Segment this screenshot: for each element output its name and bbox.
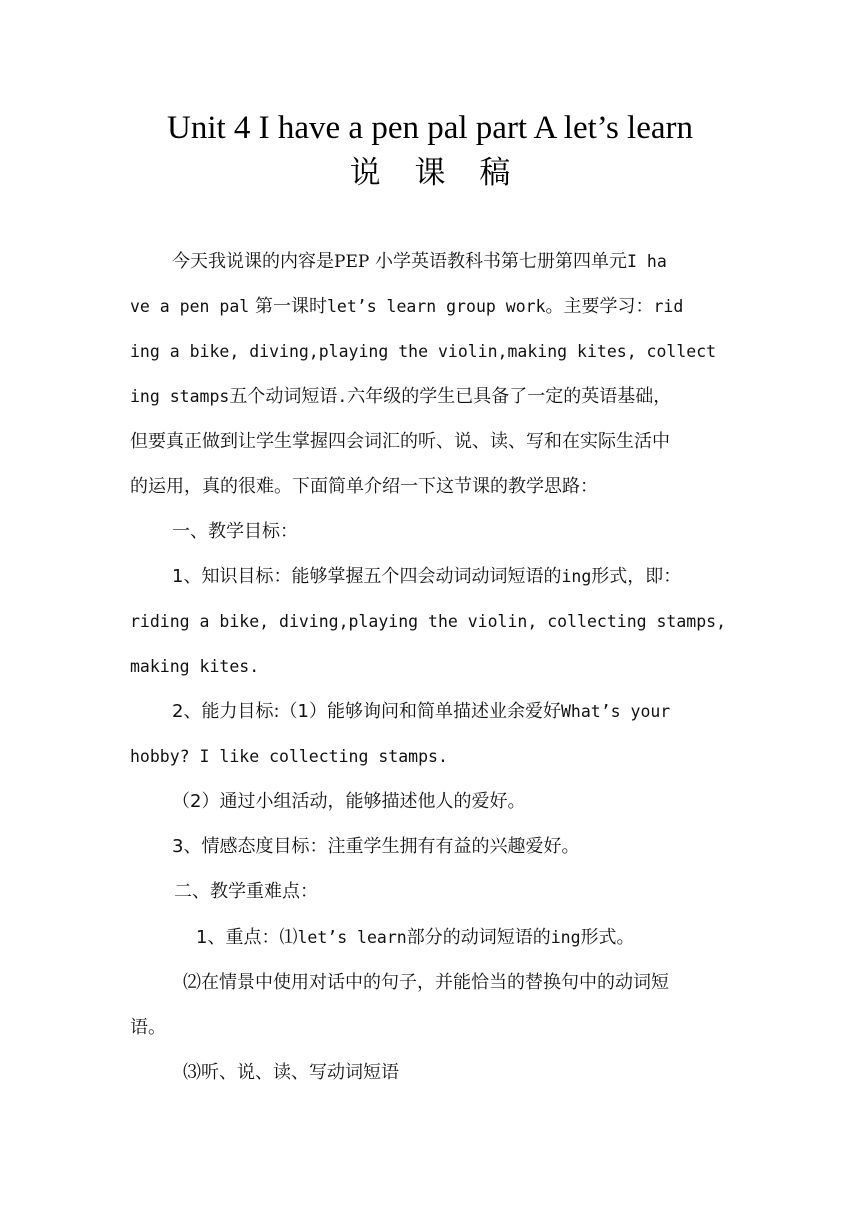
paragraph-line bbox=[196, 922, 635, 954]
text-span: let’s learn bbox=[297, 928, 407, 947]
paragraph-line: making kites. bbox=[130, 657, 260, 676]
text-span: 五个动词短语 bbox=[229, 386, 338, 407]
paragraph-line: ⑵在情景中使用对话中的句子，并能恰当的替换句中的动词短 bbox=[183, 972, 669, 993]
paragraph-line bbox=[172, 696, 670, 728]
text-span: ing bbox=[561, 567, 592, 586]
paragraph-line: 语。 bbox=[130, 1017, 166, 1038]
paragraph-line bbox=[130, 291, 683, 323]
text-span: PEP bbox=[334, 252, 370, 272]
text-span: 今天我说课的内容是 bbox=[172, 251, 334, 272]
paragraph-line: 3、情感态度目标：注重学生拥有有益的兴趣爱好。 bbox=[172, 836, 580, 857]
paragraph-line: hobby? I like collecting stamps. bbox=[130, 747, 448, 766]
paragraph-line: 但要真正做到让学生掌握四会词汇的听、说、读、写和在实际生活中 bbox=[130, 431, 670, 452]
text-span: 形式，即： bbox=[591, 566, 682, 587]
paragraph-line: riding a bike, diving,playing the violin, collecting stamps, bbox=[130, 612, 727, 631]
document-title-english: Unit 4 I have a pen pal part A let’s learn bbox=[166, 110, 693, 146]
text-span: let’s learn group work bbox=[326, 297, 546, 316]
paragraph-line: ⑶听、说、读、写动词短语 bbox=[183, 1062, 399, 1083]
text-span: ing bbox=[550, 928, 581, 947]
text-span: ing stamps bbox=[130, 387, 230, 406]
document-title-chinese: 说 课 稿 bbox=[349, 155, 523, 191]
text-span: 小学英语教科书第七册第四单元 bbox=[369, 251, 628, 272]
paragraph-line bbox=[172, 561, 681, 593]
section-heading: 二、教学重难点： bbox=[174, 881, 318, 902]
text-span: 六年级的学生已具备了一定的英语基础， bbox=[347, 386, 672, 407]
paragraph-line: （2）通过小组活动，能够描述他人的爱好。 bbox=[172, 791, 526, 812]
paragraph-line bbox=[172, 246, 667, 278]
text-span: 1、知识目标：能够掌握五个四会动词动词短语的 bbox=[172, 566, 562, 587]
text-span: What’s your bbox=[560, 702, 671, 721]
text-span: 形式。 bbox=[580, 927, 635, 948]
section-heading: 一、教学目标： bbox=[172, 521, 298, 542]
text-span: 部分的动词短语的 bbox=[406, 927, 551, 948]
text-span: 1、重点：⑴ bbox=[196, 927, 298, 948]
text-span: 2、能力目标:（1）能够询问和简单描述业余爱好 bbox=[172, 701, 561, 722]
text-span: rid bbox=[653, 297, 684, 316]
text-span: . bbox=[337, 387, 348, 406]
paragraph-line bbox=[130, 381, 671, 413]
text-span: 。主要学习： bbox=[545, 296, 654, 317]
text-span: 第一课时 bbox=[249, 296, 327, 317]
text-span: ve a pen pal bbox=[130, 297, 250, 316]
paragraph-line: ing a bike, diving,playing the violin,making kites, collect bbox=[130, 342, 717, 361]
text-span: I ha bbox=[627, 252, 667, 271]
paragraph-line: 的运用，真的很难。下面简单介绍一下这节课的教学思路： bbox=[130, 476, 598, 497]
